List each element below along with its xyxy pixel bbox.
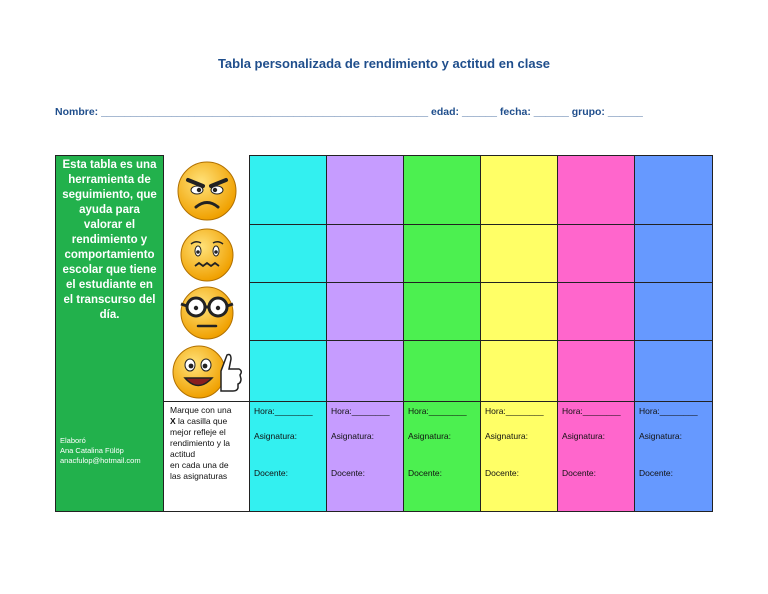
page-title: Tabla personalizada de rendimiento y actitud en clase xyxy=(217,56,551,71)
student-info-line: Nombre: ________________________________________________________ edad: ______ fecha: ______ grupo: ______ xyxy=(55,106,643,118)
hora-field[interactable]: Hora:________ xyxy=(408,406,467,416)
tracking-table xyxy=(55,155,713,512)
hora-field[interactable]: Hora:________ xyxy=(331,406,390,416)
hora-field[interactable]: Hora:________ xyxy=(639,406,698,416)
docente-field[interactable]: Docente: xyxy=(408,468,443,478)
subject-slot-5[interactable] xyxy=(558,402,635,512)
credit-author: Ana Catalina Fülöp xyxy=(60,446,124,455)
credit-block xyxy=(60,436,141,466)
asignatura-field[interactable]: Asignatura: xyxy=(562,431,605,441)
asignatura-field[interactable]: Asignatura: xyxy=(331,431,374,441)
docente-field[interactable]: Docente: xyxy=(331,468,366,478)
hora-field[interactable]: Hora:________ xyxy=(562,406,621,416)
docente-field[interactable]: Docente: xyxy=(485,468,520,478)
asignatura-field[interactable]: Asignatura: xyxy=(408,431,451,441)
hora-field[interactable]: Hora:________ xyxy=(485,406,544,416)
face-cell-worried xyxy=(164,225,250,283)
face-cell-nerd xyxy=(164,283,250,341)
face-cell-thumbs-up xyxy=(164,341,250,402)
subject-slot-4[interactable] xyxy=(481,402,558,512)
instructions-cell: Marque con una X la casilla que mejor refleje el rendimiento y la actitud en cada una de las asignaturas xyxy=(164,402,250,512)
thumbs-up-face-icon xyxy=(167,341,247,401)
nerd-face-icon xyxy=(176,284,238,340)
subject-slot-3[interactable] xyxy=(404,402,481,512)
asignatura-field[interactable]: Asignatura: xyxy=(485,431,528,441)
docente-field[interactable]: Docente: xyxy=(254,468,289,478)
docente-field[interactable]: Docente: xyxy=(639,468,674,478)
subject-slot-2[interactable] xyxy=(327,402,404,512)
credit-email: anacfulop@hotmail.com xyxy=(60,456,141,465)
asignatura-field[interactable]: Asignatura: xyxy=(639,431,682,441)
face-cell-angry xyxy=(164,156,250,225)
worried-face-icon xyxy=(177,226,237,282)
subject-slot-1[interactable] xyxy=(250,402,327,512)
subject-slot-6[interactable] xyxy=(635,402,713,512)
intro-text: Esta tabla es una herramienta de seguimiento, que ayuda para valorar el rendimiento y comportamiento escolar que tiene el estudiante en el transcurso del día. xyxy=(62,159,157,321)
intro-cell xyxy=(56,156,164,512)
docente-field[interactable]: Docente: xyxy=(562,468,597,478)
angry-face-icon xyxy=(172,158,242,222)
asignatura-field[interactable]: Asignatura: xyxy=(254,431,297,441)
credit-label: Elaboró xyxy=(60,436,86,445)
hora-field[interactable]: Hora:________ xyxy=(254,406,313,416)
